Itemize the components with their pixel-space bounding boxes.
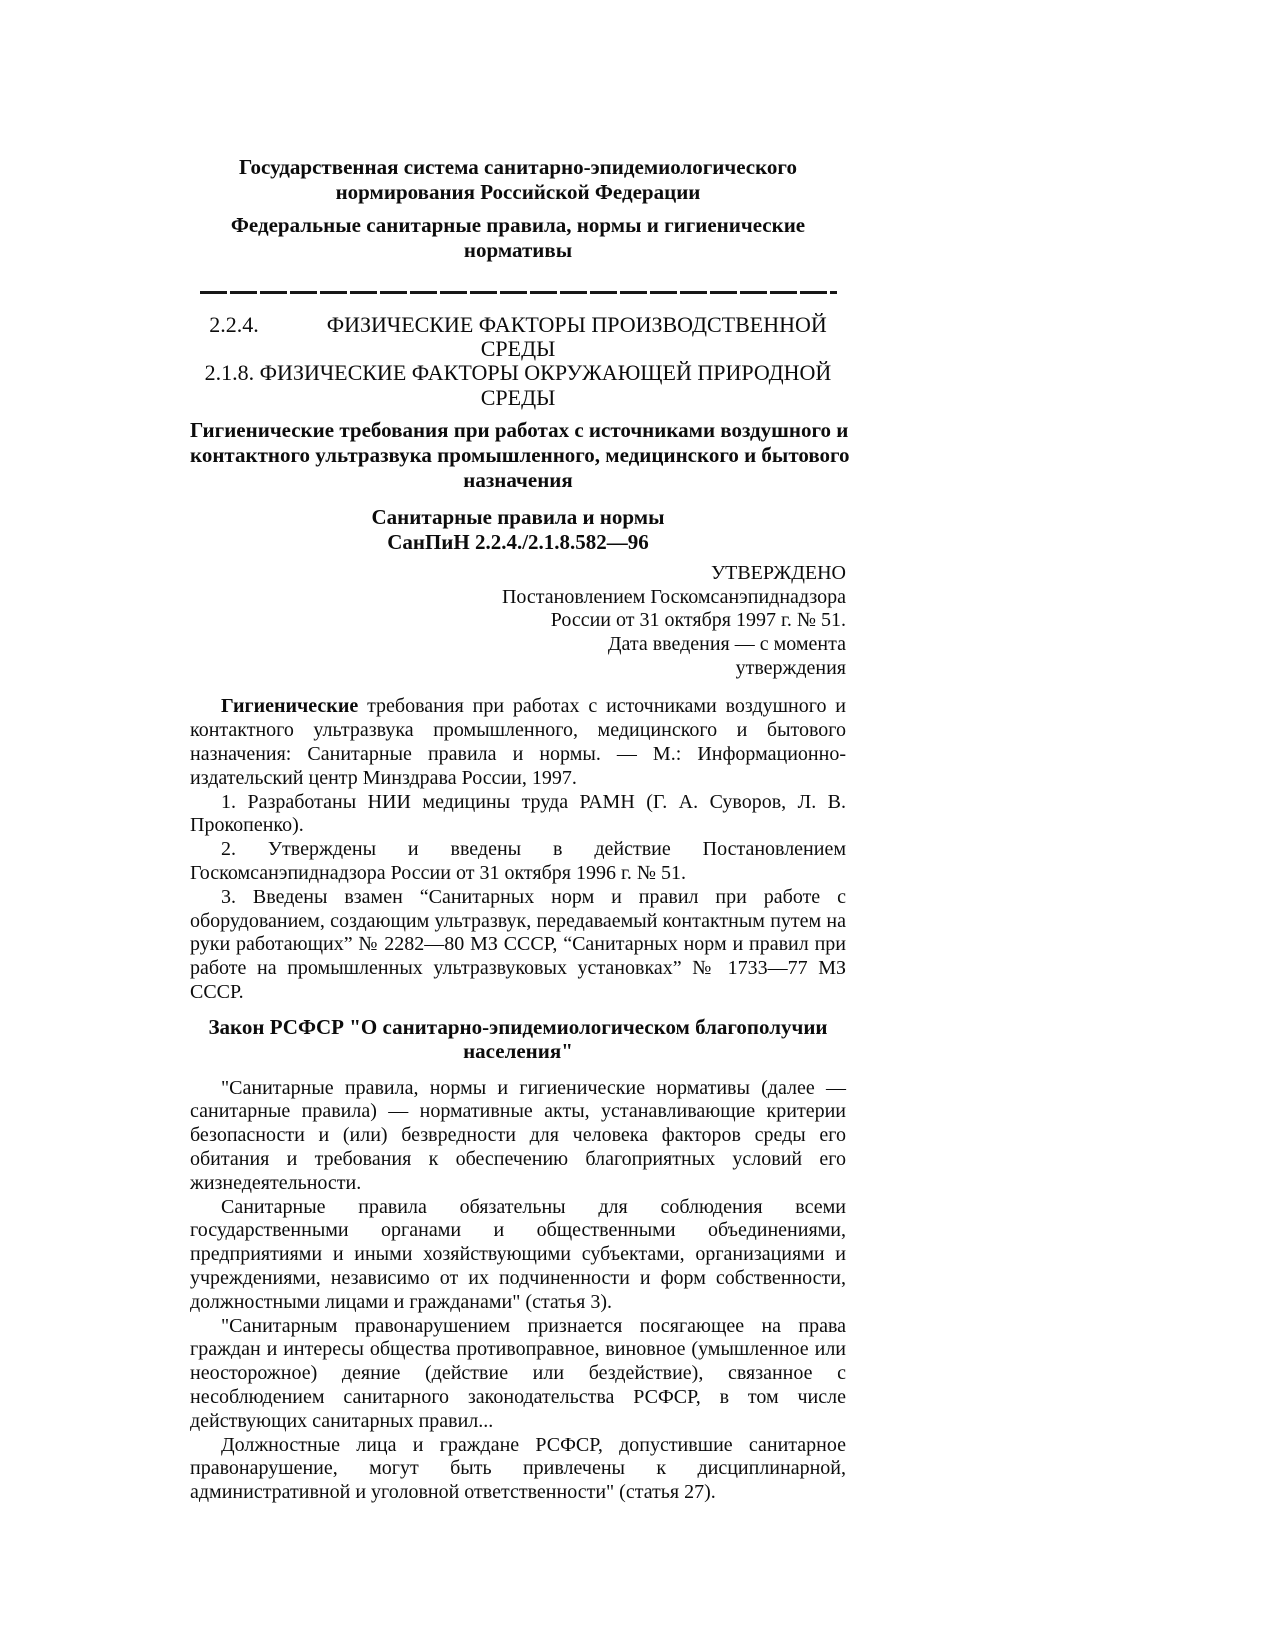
masthead-title-line: нормирования Российской Федерации <box>335 180 701 204</box>
approval-block <box>190 562 846 681</box>
document-title-line: назначения <box>463 467 573 492</box>
classification-item-2-line-1: 2.1.8. ФИЗИЧЕСКИЕ ФАКТОРЫ ОКРУЖАЮЩЕЙ ПРИРОДНОЙ <box>204 360 832 386</box>
approval-line: Дата введения — с момента <box>607 632 846 655</box>
classification-item-2-line-2: СРЕДЫ <box>480 384 556 410</box>
law-paragraph: Должностные лица и граждане РСФСР, допустившие санитарное правонарушение, могут быть привлечены к дисциплинарной, административной и уголовной ответственности" (статья 27). <box>190 1433 846 1504</box>
rules-label <box>190 505 846 555</box>
law-section-body <box>190 1077 846 1505</box>
document-title-line: контактного ультразвука промышленного, медицинского и бытового <box>190 442 850 467</box>
approval-line: УТВЕРЖДЕНО <box>710 561 846 584</box>
law-section-heading <box>190 1015 846 1063</box>
bibliography-paragraph <box>190 695 846 790</box>
bibliography-lead-word: Гигиенические <box>221 695 359 718</box>
classification-text: ФИЗИЧЕСКИЕ ФАКТОРЫ ПРОИЗВОДСТВЕННОЙ <box>326 312 827 337</box>
law-heading-line: населения" <box>463 1038 573 1063</box>
approval-line: России от 31 октября 1997 г. № 51. <box>550 609 846 632</box>
section-divider-rule <box>200 291 837 294</box>
law-paragraph: "Санитарные правила, нормы и гигиенические нормативы (далее — санитарные правила) — нормативные акты, устанавливающие критерии безопасности и (или) безвредности для человека факторов среды его обитания и требования к обеспечению благоприятных условий его жизнедеятельности. <box>190 1076 846 1194</box>
bibliography-rest: требования при работах с источниками воздушного и контактного ультразвука промышленного, медицинского и бытового назначения: Санитарные правила и нормы. — М.: Информационно-издательский центр Минздрава России, 1997. <box>190 695 846 789</box>
numbered-item-paragraph: 3. Введены взамен “Санитарных норм и правил при работе с оборудованием, создающим ультразвук, передаваемый контактным путем на руки работающих” № 2282—80 МЗ СССР, “Санитарных норм и правил при работе на промышленных ультразвуковых установках” № 1733—77 МЗ СССР. <box>190 885 846 1003</box>
document-title-line: Гигиенические требования при работах с источниками воздушного и <box>190 417 849 442</box>
masthead-subtitle-line: нормативы <box>463 238 573 262</box>
text-column <box>190 155 850 1505</box>
law-paragraph: "Санитарным правонарушением признается посягающее на права граждан и интересы общества противоправное, виновное (умышленное или неосторожное) деяние (действие или бездействие), связанное с несоблюдением санитарного законодательства РСФСР, в том числе действующих санитарных правил... <box>190 1314 846 1432</box>
classification-code: 2.2.4. <box>209 312 259 337</box>
classification-item-1-line-2: СРЕДЫ <box>480 336 556 362</box>
classification-item-1-line-1 <box>190 313 846 337</box>
approval-line: Постановлением Госкомсанэпиднадзора <box>501 585 846 608</box>
rules-label-line: Санитарные правила и нормы <box>371 504 665 529</box>
classification-headings <box>190 313 846 410</box>
masthead-subtitle <box>190 213 846 263</box>
masthead-subtitle-line: Федеральные санитарные правила, нормы и гигиенические <box>230 213 806 237</box>
document-title <box>190 417 850 493</box>
numbered-item-paragraph: 1. Разработаны НИИ медицины труда РАМН (Г. А. Суворов, Л. В. Прокопенко). <box>190 790 846 837</box>
law-paragraph: Санитарные правила обязательны для соблюдения всеми государственными органами и общественными объединениями, предприятиями и иными хозяйствующими субъектами, организациями и учреждениями, независимо от их подчиненности и форм собственности, должностными лицами и гражданами" (статья 3). <box>190 1195 846 1313</box>
document-number: СанПиН 2.2.4./2.1.8.582—96 <box>387 529 649 554</box>
law-heading-line: Закон РСФСР "О санитарно-эпидемиологическом благополучии <box>208 1014 828 1039</box>
masthead-title-line: Государственная система санитарно-эпидемиологического <box>239 155 797 179</box>
body-text <box>190 695 846 1004</box>
numbered-item-paragraph: 2. Утверждены и введены в действие Постановлением Госкомсанэпиднадзора России от 31 октября 1996 г. № 51. <box>190 838 846 884</box>
approval-line: утверждения <box>735 656 846 679</box>
masthead-title <box>190 155 846 205</box>
